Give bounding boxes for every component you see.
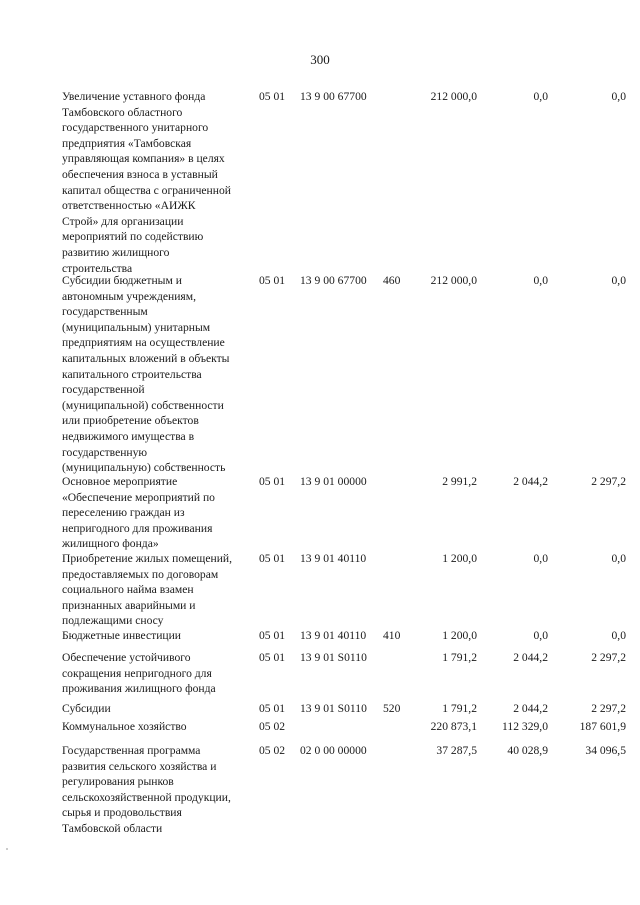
section-code: 05 01 xyxy=(259,702,286,715)
amount-year-2: 2 044,2 xyxy=(513,475,548,488)
amount-year-1: 212 000,0 xyxy=(430,90,477,103)
amount-year-2: 2 044,2 xyxy=(513,651,548,664)
row-name xyxy=(62,551,258,629)
row-name-line: обеспечения взноса в уставный xyxy=(62,167,218,181)
amount-year-2: 0,0 xyxy=(533,552,548,565)
amount-year-2: 40 028,9 xyxy=(507,744,548,757)
amount-year-2: 0,0 xyxy=(533,90,548,103)
row-name-line: предприятия «Тамбовская xyxy=(62,136,192,150)
amount-year-1: 1 791,2 xyxy=(442,651,477,664)
page-number: 300 xyxy=(310,52,330,67)
row-name xyxy=(62,89,258,276)
amount-year-2: 2 044,2 xyxy=(513,702,548,715)
row-name-line: регулирования рынков xyxy=(62,775,174,789)
section-code: 05 01 xyxy=(259,90,286,103)
row-name-line: непригодного для проживания xyxy=(62,521,213,535)
row-name xyxy=(62,650,258,697)
row-name-line: предприятиям на осуществление xyxy=(62,336,225,350)
target-article-code: 13 9 01 S0110 xyxy=(300,651,367,664)
amount-year-2: 0,0 xyxy=(533,274,548,287)
section-code: 05 02 xyxy=(259,744,286,757)
row-name-line: государственной xyxy=(62,383,145,397)
section-code: 05 02 xyxy=(259,720,286,733)
amount-year-3: 187 601,9 xyxy=(579,720,626,733)
amount-year-3: 0,0 xyxy=(611,629,626,642)
row-name-line: Бюджетные инвестиции xyxy=(62,629,182,642)
amount-year-3: 2 297,2 xyxy=(591,475,626,488)
target-article-code: 13 9 00 67700 xyxy=(300,90,367,103)
row-name-line: Основное мероприятие xyxy=(62,475,178,488)
row-name-line: мероприятий по содействию xyxy=(62,230,204,244)
row-name-line: Увеличение уставного фонда xyxy=(62,90,206,103)
row-name-line: сокращения непригодного для xyxy=(62,666,212,680)
target-article-code: 13 9 00 67700 xyxy=(300,274,367,287)
section-code: 05 01 xyxy=(259,274,286,287)
row-name-line: Субсидии бюджетным и xyxy=(62,274,182,287)
row-name xyxy=(62,743,258,837)
row-name-line: управляющая компания» в целях xyxy=(62,152,225,166)
row-name-line: автономным учреждениям, xyxy=(62,289,196,303)
target-article-code: 13 9 01 00000 xyxy=(300,475,367,488)
amount-year-1: 220 873,1 xyxy=(430,720,477,733)
row-name-line: развития сельского хозяйства и xyxy=(62,759,217,773)
row-name-line: государственным xyxy=(62,305,148,319)
amount-year-3: 2 297,2 xyxy=(591,651,626,664)
row-name-line: проживания жилищного фонда xyxy=(62,682,216,696)
row-name-line: социального найма взамен xyxy=(62,583,194,597)
scan-mark xyxy=(6,848,8,850)
row-name-line: Тамбовской области xyxy=(62,821,163,835)
row-name-line: (муниципальной) собственности xyxy=(62,398,224,412)
amount-year-1: 1 200,0 xyxy=(442,552,477,565)
amount-year-1: 212 000,0 xyxy=(430,274,477,287)
row-name-line: Тамбовского областного xyxy=(62,105,183,119)
row-name xyxy=(62,474,258,552)
expense-type-code: 520 xyxy=(383,702,401,715)
row-name-line: предоставляемых по договорам xyxy=(62,567,219,581)
row-name-line: Государственная программа xyxy=(62,744,201,757)
row-name-line: Обеспечение устойчивого xyxy=(62,651,191,664)
amount-year-1: 1 200,0 xyxy=(442,629,477,642)
row-name-line: государственного унитарного xyxy=(62,121,209,135)
amount-year-2: 0,0 xyxy=(533,629,548,642)
row-name xyxy=(62,719,258,735)
row-name-line: ответственностью «АИЖК xyxy=(62,199,196,213)
amount-year-3: 2 297,2 xyxy=(591,702,626,715)
row-name xyxy=(62,701,258,717)
section-code: 05 01 xyxy=(259,475,286,488)
amount-year-3: 0,0 xyxy=(611,552,626,565)
row-name-line: Строй» для организации xyxy=(62,214,184,228)
target-article-code: 13 9 01 40110 xyxy=(300,629,367,642)
section-code: 05 01 xyxy=(259,651,286,664)
row-name xyxy=(62,628,258,644)
row-name-line: (муниципальную) собственность xyxy=(62,461,226,475)
row-name-line: капитальных вложений в объекты xyxy=(62,351,230,365)
row-name-line: недвижимого имущества в xyxy=(62,429,195,443)
section-code: 05 01 xyxy=(259,629,286,642)
amount-year-1: 2 991,2 xyxy=(442,475,477,488)
amount-year-1: 37 287,5 xyxy=(436,744,477,757)
expense-type-code: 410 xyxy=(383,629,401,642)
amount-year-3: 0,0 xyxy=(611,90,626,103)
section-code: 05 01 xyxy=(259,552,286,565)
row-name-line: (муниципальным) унитарным xyxy=(62,320,211,334)
amount-year-2: 112 329,0 xyxy=(502,720,548,733)
row-name-line: капитального строительства xyxy=(62,367,202,381)
amount-year-3: 34 096,5 xyxy=(585,744,626,757)
row-name-line: развитию жилищного xyxy=(62,245,170,259)
row-name-line: строительства xyxy=(62,261,133,275)
amount-year-1: 1 791,2 xyxy=(442,702,477,715)
row-name-line: «Обеспечение мероприятий по xyxy=(62,490,215,504)
row-name-line: Приобретение жилых помещений, xyxy=(62,552,233,565)
row-name-line: капитал общества с ограниченной xyxy=(62,183,231,197)
row-name-line: подлежащими сносу xyxy=(62,614,164,628)
target-article-code: 13 9 01 40110 xyxy=(300,552,367,565)
row-name-line: государственную xyxy=(62,445,148,459)
row-name-line: сельскохозяйственной продукции, xyxy=(62,790,231,804)
row-name-line: Субсидии xyxy=(62,702,111,715)
row-name-line: жилищного фонда» xyxy=(62,537,159,551)
target-article-code: 02 0 00 00000 xyxy=(300,744,367,757)
row-name-line: переселению граждан из xyxy=(62,506,185,520)
target-article-code: 13 9 01 S0110 xyxy=(300,702,367,715)
row-name-line: Коммунальное хозяйство xyxy=(62,720,187,733)
amount-year-3: 0,0 xyxy=(611,274,626,287)
row-name xyxy=(62,273,258,476)
row-name-line: или приобретение объектов xyxy=(62,414,199,428)
row-name-line: признанных аварийными и xyxy=(62,598,196,612)
row-name-line: сырья и продовольствия xyxy=(62,806,182,820)
expense-type-code: 460 xyxy=(383,274,401,287)
